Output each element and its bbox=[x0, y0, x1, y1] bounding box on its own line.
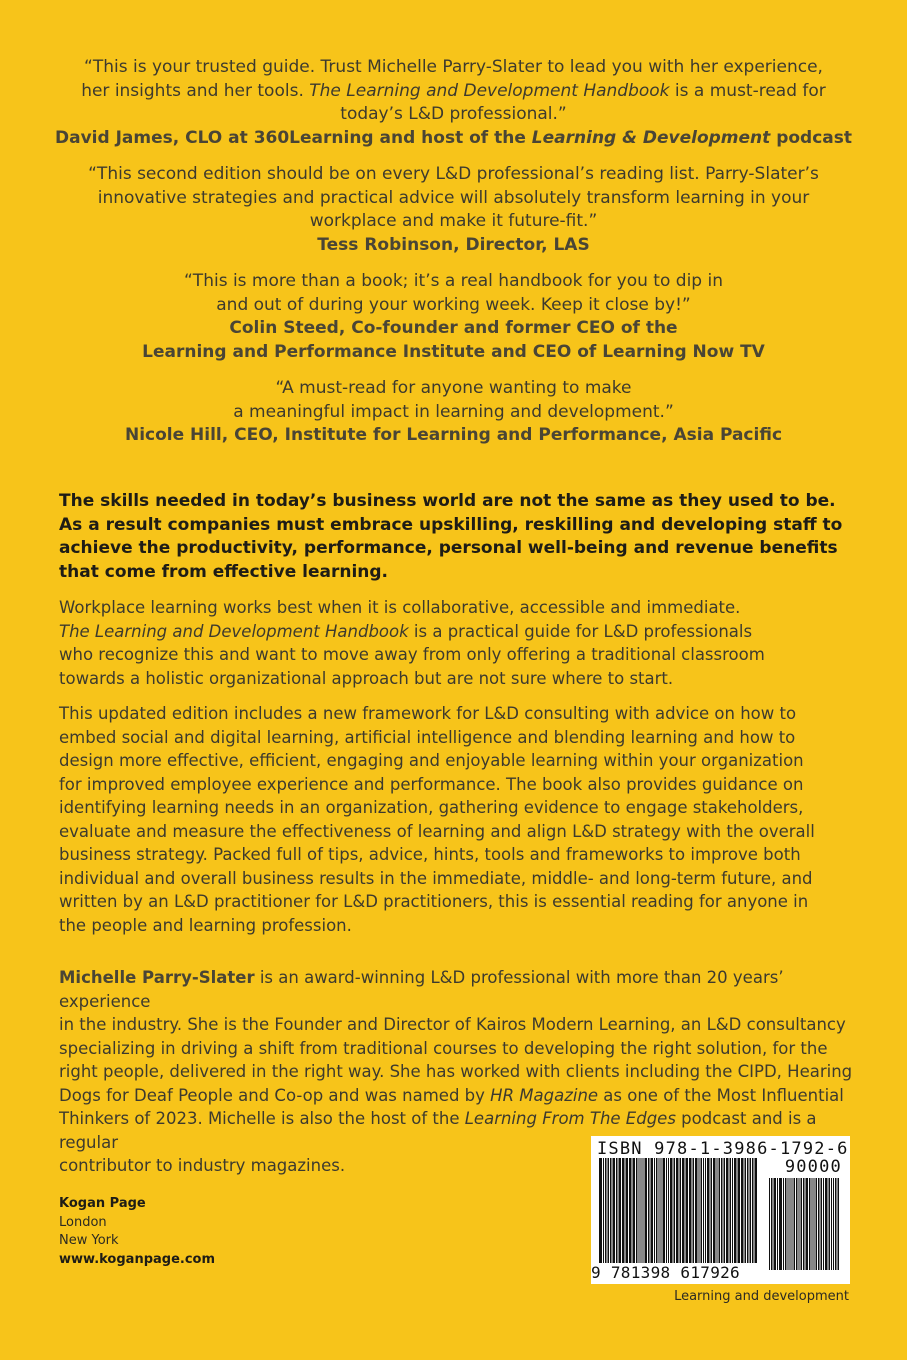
price-addon-digits: 90000 bbox=[784, 1157, 842, 1177]
barcode-bar bbox=[689, 1158, 692, 1270]
endorsement-quote-1 bbox=[40, 56, 867, 150]
barcode-bar bbox=[619, 1158, 622, 1270]
quote-4-line-1: “A must-read for anyone wanting to make bbox=[275, 378, 632, 398]
barcode-bar bbox=[774, 1178, 777, 1270]
barcode-bar bbox=[726, 1158, 729, 1270]
barcode-bar bbox=[676, 1158, 679, 1270]
para2-line: design more effective, efficient, engaging and enjoyable learning within your organization bbox=[59, 751, 804, 770]
quote-2-line-3: workplace and make it future-fit.” bbox=[309, 211, 598, 231]
barcode-bar bbox=[711, 1158, 713, 1270]
barcode-bar bbox=[643, 1158, 644, 1270]
bio-line-5a: Dogs for Deaf People and Co-op and was named by bbox=[59, 1085, 491, 1105]
bio-line-5b: as one of the Most Influential bbox=[598, 1085, 844, 1105]
barcode-bar bbox=[833, 1178, 834, 1270]
endorsement-quote-2 bbox=[40, 163, 867, 257]
barcode-bar bbox=[622, 1158, 625, 1270]
lead-line-2: As a result companies must embrace upskilling, reskilling and developing staff to bbox=[59, 514, 843, 535]
barcode-bar bbox=[825, 1178, 828, 1270]
barcode-bar bbox=[777, 1178, 778, 1270]
barcode-bar bbox=[654, 1158, 655, 1270]
quote-2-text bbox=[40, 163, 867, 234]
bio-podcast: Learning From The Edges bbox=[464, 1109, 676, 1128]
barcode-bar bbox=[721, 1158, 723, 1270]
barcode-bar bbox=[750, 1158, 752, 1270]
description-paragraph-1 bbox=[59, 596, 859, 690]
bio-line-1: is an award-winning L&D professional with more than 20 years’ experience bbox=[59, 968, 784, 1011]
barcode-bar bbox=[796, 1178, 798, 1270]
bio-line-6a: Thinkers of 2023. Michelle is also the host of the bbox=[59, 1109, 465, 1128]
barcode-bar bbox=[713, 1158, 716, 1270]
quote-2-attribution: Tess Robinson, Director, LAS bbox=[317, 234, 590, 255]
quote-1-line-3: today’s L&D professional.” bbox=[340, 104, 567, 124]
quote-3-line-1: “This is more than a book; it’s a real handbook for you to dip in bbox=[184, 271, 723, 291]
quote-1-book-title: The Learning and Development Handbook bbox=[309, 80, 670, 101]
barcode-bar bbox=[639, 1158, 640, 1270]
barcode-bar bbox=[829, 1178, 831, 1270]
para1-line-4: towards a holistic organizational approach but are not sure where to start. bbox=[59, 668, 674, 688]
para2-line: evaluate and measure the effectiveness of learning and align L&D strategy with the overall bbox=[59, 821, 815, 841]
para2-line: identifying learning needs in an organization, gathering evidence to engage stakeholders, bbox=[59, 798, 804, 817]
publisher-city-2: New York bbox=[59, 1233, 119, 1248]
addon-barcode-bars bbox=[769, 1178, 841, 1270]
subject-category: Learning and development bbox=[674, 1289, 849, 1304]
barcode-bar bbox=[707, 1158, 710, 1270]
barcode-bar bbox=[816, 1178, 818, 1270]
barcode-bar bbox=[701, 1158, 703, 1270]
barcode-bar bbox=[605, 1158, 607, 1270]
barcode-bar bbox=[717, 1158, 718, 1270]
quote-1-line-1: “This is your trusted guide. Trust Michelle Parry-Slater to lead you with her experience, bbox=[84, 57, 823, 77]
quote-1-text bbox=[40, 56, 867, 127]
barcode-bar bbox=[803, 1178, 805, 1270]
para2-line: This updated edition includes a new framework for L&D consulting with advice on how to bbox=[59, 704, 797, 723]
quote-4-attribution: Nicole Hill, CEO, Institute for Learning and Performance, Asia Pacific bbox=[124, 425, 783, 445]
barcode-bar bbox=[641, 1158, 642, 1270]
endorsement-quote-3 bbox=[40, 270, 867, 364]
bio-line-6b: podcast and is a regular bbox=[59, 1109, 817, 1152]
barcode-bar bbox=[648, 1158, 650, 1270]
barcode-bar bbox=[613, 1158, 616, 1270]
quote-2-line-1: “This second edition should be on every L&D professional’s reading list. Parry-Slater’s bbox=[88, 164, 819, 184]
barcode-bar bbox=[783, 1178, 784, 1270]
bio-line-4: right people, delivered in the right way. She has worked with clients including the CIPD, Hearing bbox=[59, 1062, 853, 1081]
barcode-bar bbox=[823, 1178, 824, 1270]
quote-4-text bbox=[40, 377, 867, 424]
ean-digits: 9 781398 617926 bbox=[591, 1263, 761, 1284]
barcode-bar bbox=[724, 1158, 726, 1270]
para1-line-3: who recognize this and want to move away from only offering a traditional classroom bbox=[59, 645, 765, 664]
para1-line-1: Workplace learning works best when it is collaborative, accessible and immediate. bbox=[59, 598, 741, 617]
bio-magazine: HR Magazine bbox=[490, 1085, 599, 1105]
publisher-info bbox=[59, 1195, 215, 1269]
barcode-bar bbox=[755, 1158, 758, 1270]
barcode-bar bbox=[738, 1158, 741, 1270]
barcode-bar bbox=[821, 1178, 823, 1270]
quote-3-attr-line-2: Learning and Performance Institute and CEO of Learning Now TV bbox=[142, 341, 765, 362]
publisher-city-1: London bbox=[59, 1214, 107, 1230]
barcode-bar bbox=[734, 1158, 737, 1270]
barcode-bar bbox=[809, 1178, 811, 1270]
barcode-bar bbox=[812, 1178, 813, 1270]
para1-line-2: is a practical guide for L&D professionals bbox=[408, 621, 753, 641]
barcode-bar bbox=[831, 1178, 832, 1270]
publisher-url[interactable]: www.koganpage.com bbox=[59, 1251, 216, 1267]
barcode-bar bbox=[608, 1158, 610, 1270]
isbn-number: ISBN 978-1-3986-1792-6 bbox=[597, 1139, 849, 1159]
bio-line-7: contributor to industry magazines. bbox=[59, 1156, 346, 1175]
description-paragraph-2 bbox=[59, 702, 859, 937]
bio-line-2: in the industry. She is the Founder and Director of Kairos Modern Learning, an L&D consultancy bbox=[59, 1015, 846, 1034]
quote-2-line-2: innovative strategies and practical advice will absolutely transform learning in your bbox=[97, 187, 810, 208]
barcode-bar bbox=[626, 1158, 629, 1270]
barcode-bar bbox=[610, 1158, 612, 1270]
quote-3-attribution bbox=[40, 317, 867, 364]
bio-line-3: specializing in driving a shift from traditional courses to developing the right solution, for the bbox=[59, 1038, 828, 1058]
barcode-bar bbox=[719, 1158, 721, 1270]
barcode-bar bbox=[663, 1158, 666, 1270]
barcode-bar bbox=[741, 1158, 744, 1270]
endorsement-quote-4 bbox=[40, 377, 867, 448]
lead-paragraph bbox=[59, 490, 859, 584]
barcode-bar bbox=[680, 1158, 682, 1270]
barcode-bar bbox=[745, 1158, 747, 1270]
barcode-bar bbox=[814, 1178, 815, 1270]
barcode-bar bbox=[670, 1158, 673, 1270]
barcode-bar bbox=[730, 1158, 732, 1270]
barcode-bar bbox=[633, 1158, 636, 1270]
barcode-bar bbox=[599, 1158, 602, 1270]
barcode-bar bbox=[668, 1158, 669, 1270]
barcode-bar bbox=[656, 1158, 658, 1270]
barcode-bar bbox=[794, 1178, 796, 1270]
quote-1-line-2b: is a must-read for bbox=[669, 80, 826, 101]
barcode-bar bbox=[790, 1178, 791, 1270]
barcode-bar bbox=[686, 1158, 689, 1270]
barcode-bar bbox=[629, 1158, 632, 1270]
author-name: Michelle Parry-Slater bbox=[59, 968, 255, 987]
para2-line: individual and overall business results in the immediate, middle- and long-term future, and bbox=[59, 868, 813, 888]
barcode-bar bbox=[659, 1158, 660, 1270]
barcode-bar bbox=[792, 1178, 793, 1270]
barcode-bar bbox=[674, 1158, 676, 1270]
publisher-name: Kogan Page bbox=[59, 1196, 146, 1211]
para2-line: the people and learning profession. bbox=[59, 915, 352, 935]
quote-3-attr-line-1: Colin Steed, Co-founder and former CEO of the bbox=[229, 318, 678, 338]
para2-line: business strategy. Packed full of tips, advice, hints, tools and frameworks to improve both bbox=[59, 845, 801, 864]
para2-line: embed social and digital learning, artificial intelligence and blending learning and how to bbox=[59, 727, 796, 747]
barcode-bar bbox=[799, 1178, 800, 1270]
quote-4-line-2: a meaningful impact in learning and development.” bbox=[233, 401, 674, 422]
barcode-bar bbox=[806, 1178, 809, 1270]
barcode-bar bbox=[645, 1158, 648, 1270]
barcode-bar bbox=[661, 1158, 662, 1270]
barcode-bar bbox=[785, 1178, 787, 1270]
para2-line: written by an L&D practitioner for L&D practitioners, this is essential reading for anyone in bbox=[59, 892, 809, 911]
isbn-barcode bbox=[591, 1136, 850, 1284]
barcode-bar bbox=[838, 1178, 840, 1270]
barcode-bar bbox=[779, 1178, 782, 1270]
quote-1-attr-post: podcast bbox=[770, 127, 853, 148]
barcode-bar bbox=[769, 1178, 770, 1270]
para2-line: for improved employee experience and performance. The book also provides guidance on bbox=[59, 774, 804, 794]
quote-3-line-2: and out of during your working week. Keep it close by!” bbox=[216, 294, 691, 315]
lead-line-4: that come from effective learning. bbox=[59, 561, 389, 582]
barcode-bar bbox=[703, 1158, 704, 1270]
barcode-bar bbox=[818, 1178, 820, 1270]
barcode-bar bbox=[747, 1158, 749, 1270]
barcode-bar bbox=[636, 1158, 638, 1270]
barcode-bar bbox=[616, 1158, 618, 1270]
barcode-bar bbox=[771, 1178, 773, 1270]
lead-line-1: The skills needed in today’s business world are not the same as they used to be. bbox=[59, 491, 836, 511]
barcode-bar bbox=[752, 1158, 754, 1270]
barcode-bar bbox=[695, 1158, 698, 1270]
barcode-bar bbox=[788, 1178, 789, 1270]
lead-line-3: achieve the productivity, performance, personal well-being and revenue benefits bbox=[59, 538, 838, 558]
quote-1-attribution bbox=[40, 127, 867, 151]
endorsements bbox=[40, 56, 867, 461]
barcode-bar bbox=[801, 1178, 803, 1270]
ean-barcode-bars bbox=[599, 1158, 759, 1270]
barcode-bar bbox=[732, 1158, 733, 1270]
barcode-bar bbox=[603, 1158, 604, 1270]
quote-1-attr-podcast: Learning & Development bbox=[531, 127, 771, 148]
barcode-bar bbox=[651, 1158, 654, 1270]
barcode-bar bbox=[666, 1158, 667, 1270]
barcode-bar bbox=[699, 1158, 700, 1270]
quote-1-attr-pre: David James, CLO at 360Learning and host of the bbox=[54, 127, 532, 148]
barcode-bar bbox=[693, 1158, 695, 1270]
para1-book-title: The Learning and Development Handbook bbox=[59, 621, 409, 641]
barcode-bar bbox=[705, 1158, 706, 1270]
barcode-bar bbox=[835, 1178, 837, 1270]
quote-1-line-2a: her insights and her tools. bbox=[81, 80, 310, 101]
quote-3-text bbox=[40, 270, 867, 317]
barcode-bar bbox=[682, 1158, 685, 1270]
